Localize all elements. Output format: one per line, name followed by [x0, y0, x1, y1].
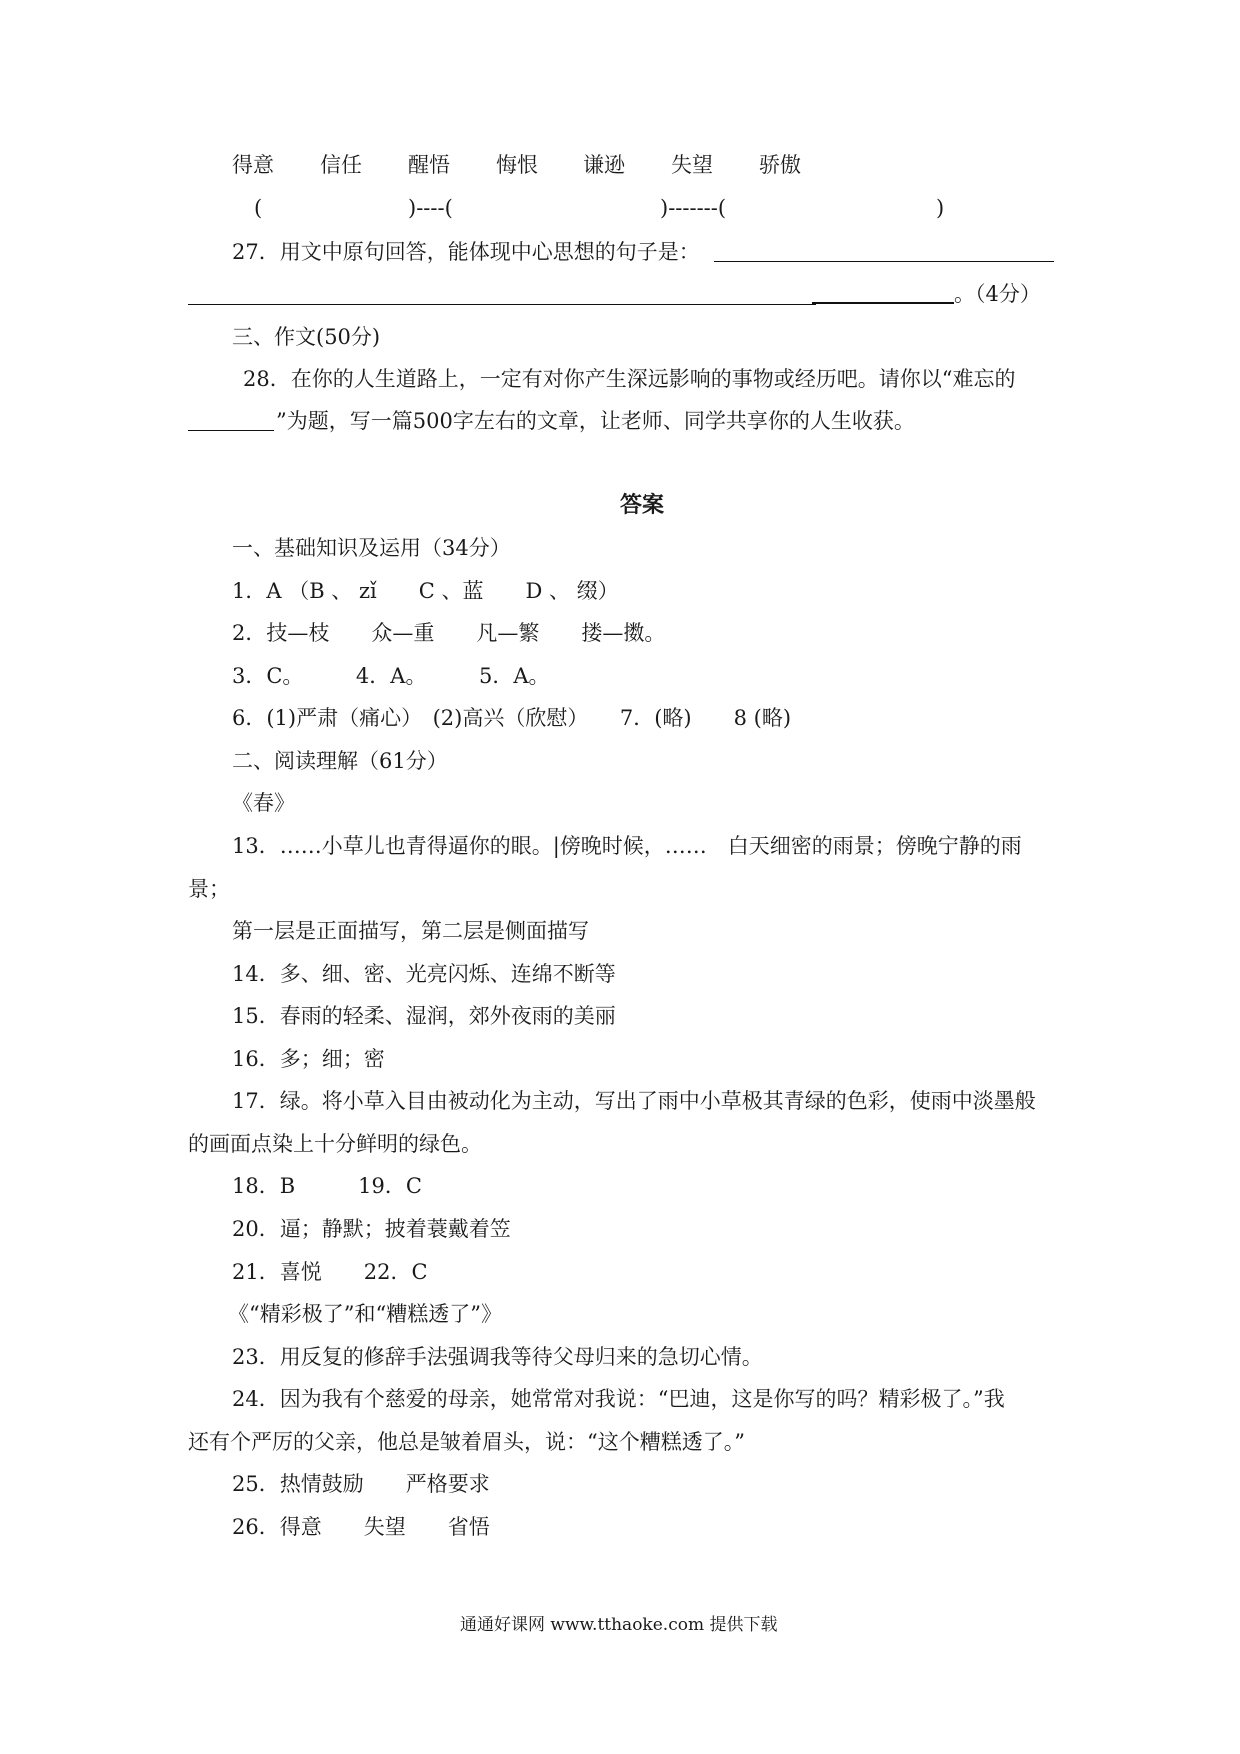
- q27-answer-blank-1: [714, 261, 1054, 262]
- answer-line: 20．逼；静默；披着蓑戴着笠: [232, 1217, 511, 1241]
- bracket-open: (: [254, 196, 263, 220]
- q26-word: 骄傲: [759, 153, 801, 177]
- q27-answer-blank-3: [812, 302, 954, 304]
- answer-line: 24．因为我有个慈爱的母亲，她常常对我说：“巴迪，这是你写的吗？精彩极了。”我: [232, 1387, 1005, 1411]
- answer-line: 21．喜悦 22．C: [232, 1260, 428, 1284]
- page-footer: 通通好课网 www.tthaoke.com 提供下载: [460, 1615, 778, 1635]
- q27-answer-blank-2: [188, 304, 816, 305]
- q28-line-1: 28．在你的人生道路上，一定有对你产生深远影响的事物或经历吧。请你以“难忘的: [243, 367, 1016, 391]
- q26-word: 醒悟: [408, 153, 450, 177]
- bracket-separator: )----(: [408, 196, 453, 220]
- q27-score: 。（4分）: [954, 282, 1041, 306]
- answer-line: 16．多；细；密: [232, 1047, 385, 1071]
- answer-line: 23．用反复的修辞手法强调我等待父母归来的急切心情。: [232, 1345, 763, 1369]
- answer-line: 14．多、细、密、光亮闪烁、连绵不断等: [232, 962, 616, 986]
- essay-title: 《春》: [232, 791, 295, 815]
- answer-line: 25．热情鼓励 严格要求: [232, 1472, 490, 1496]
- answer-line: 1．A （B 、 zǐ C 、蓝 D 、 缀）: [232, 579, 619, 603]
- answer-line: 景；: [188, 877, 230, 901]
- q27-text: 27．用文中原句回答，能体现中心思想的句子是：: [232, 240, 700, 264]
- answer-line: 2．技—枝 众—重 凡—繁 搂—擞。: [232, 621, 666, 645]
- answer-line: 15．春雨的轻柔、湿润，郊外夜雨的美丽: [232, 1004, 616, 1028]
- q26-word: 信任: [320, 153, 362, 177]
- q28-line-2: ”为题，写一篇500字左右的文章，让老师、同学共享你的人生收获。: [276, 409, 915, 433]
- answer-line: 第一层是正面描写，第二层是侧面描写: [232, 919, 589, 943]
- answer-title: 答案: [620, 492, 665, 518]
- answer-line: 的画面点染上十分鲜明的绿色。: [188, 1132, 482, 1156]
- answer-line: 17．绿。将小草入目由被动化为主动，写出了雨中小草极其青绿的色彩，使雨中淡墨般: [232, 1089, 1036, 1113]
- answer-line: 还有个严厉的父亲，他总是皱着眉头，说：“这个糟糕透了。”: [188, 1430, 745, 1454]
- answer-line: 3．C。 4．A。 5．A。: [232, 664, 550, 688]
- q26-word: 悔恨: [496, 153, 538, 177]
- answer-line: 26．得意 失望 省悟: [232, 1515, 490, 1539]
- q26-word: 失望: [671, 153, 713, 177]
- q26-word: 得意: [232, 153, 274, 177]
- answer-line: 6．(1)严肃（痛心） (2)高兴（欣慰） 7．(略) 8 (略): [232, 706, 792, 730]
- section-heading: 三、作文(50分): [232, 325, 381, 349]
- answer-line: 13．……小草儿也青得逼你的眼。|傍晚时候，…… 白天细密的雨景；傍晚宁静的雨: [232, 834, 1022, 858]
- bracket-close: ): [936, 196, 945, 220]
- q28-title-blank: [188, 430, 274, 431]
- section-heading: 一、基础知识及运用（34分）: [232, 536, 511, 560]
- section-heading: 二、阅读理解（61分）: [232, 749, 448, 773]
- essay-title: 《“精彩极了”和“糟糕透了”》: [228, 1302, 502, 1326]
- bracket-separator: )-------(: [660, 196, 727, 220]
- q26-word: 谦逊: [583, 153, 625, 177]
- answer-line: 18．B 19．C: [232, 1174, 422, 1198]
